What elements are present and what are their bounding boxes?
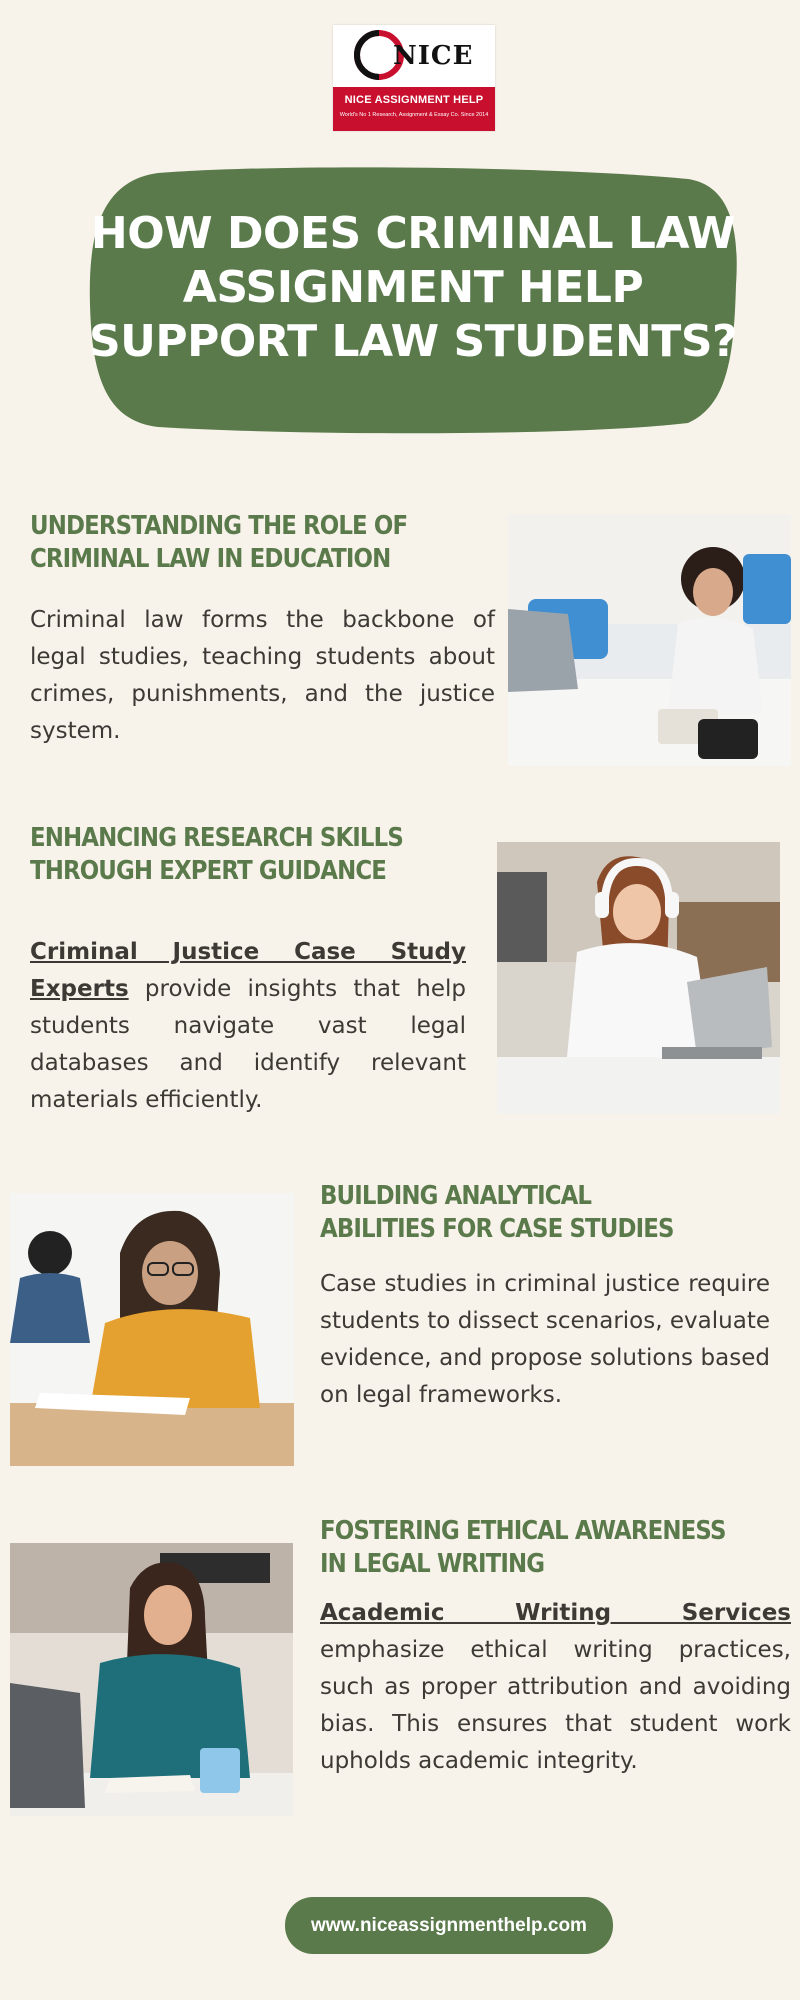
section-3-heading-line-1: BUILDING ANALYTICAL — [320, 1181, 592, 1211]
page-title: HOW DOES CRIMINAL LAW ASSIGNMENT HELP SUPPORT LAW STUDENTS? — [88, 208, 738, 367]
section-4-body — [320, 1595, 791, 1780]
section-2-heading-line-1: ENHANCING RESEARCH SKILLS — [30, 823, 403, 853]
section-2-image-student-headphones — [497, 842, 780, 1114]
criminal-justice-experts-link[interactable]: Criminal Justice Case Study Experts — [30, 939, 466, 1002]
section-3-heading — [320, 1180, 674, 1246]
section-3-body-text: Case studies in criminal justice require students to dissect scenarios, evaluate evidence, and propose solutions based on legal frameworks. — [320, 1271, 770, 1408]
section-1-body-text: Criminal law forms the backbone of legal studies, teaching students about crimes, punishments, and the justice system. — [30, 607, 495, 744]
logo-wordmark: NICE — [393, 41, 474, 71]
section-2-body — [30, 934, 466, 1119]
section-4-image-student-smiling — [10, 1543, 293, 1816]
section-4-heading-line-1: FOSTERING ETHICAL AWARENESS — [320, 1516, 726, 1546]
section-1-heading-line-1: UNDERSTANDING THE ROLE OF — [30, 511, 408, 541]
section-2-heading-line-2: THROUGH EXPERT GUIDANCE — [30, 856, 387, 886]
section-4-heading-line-2: IN LEGAL WRITING — [320, 1549, 545, 1579]
section-1-body — [30, 602, 495, 750]
logo-name: NICE ASSIGNMENT HELP — [344, 94, 484, 106]
section-2-body-text: provide insights that help students navigate vast legal databases and identify relevant materials efficiently. — [30, 976, 466, 1113]
academic-writing-services-link[interactable]: Academic Writing Services — [320, 1600, 791, 1626]
section-2-heading — [30, 822, 403, 888]
section-3-body — [320, 1266, 770, 1414]
section-3-image-students-writing — [10, 1193, 294, 1466]
website-url-link[interactable]: www.niceassignmenthelp.com — [285, 1897, 613, 1954]
logo-tagline: World's No 1 Research, Assignment & Essay Co. Since 2014 — [339, 112, 489, 118]
section-4-body-text: emphasize ethical writing practices, such as proper attribution and avoiding bias. This ensures that student work upholds academic integrity. — [320, 1637, 791, 1774]
section-1-heading — [30, 510, 407, 576]
brand-logo — [333, 25, 495, 131]
section-4-heading — [320, 1515, 726, 1581]
section-1-heading-line-2: CRIMINAL LAW IN EDUCATION — [30, 544, 391, 574]
section-3-heading-line-2: ABILITIES FOR CASE STUDIES — [320, 1214, 674, 1244]
section-1-image-student-laptop — [508, 514, 791, 766]
